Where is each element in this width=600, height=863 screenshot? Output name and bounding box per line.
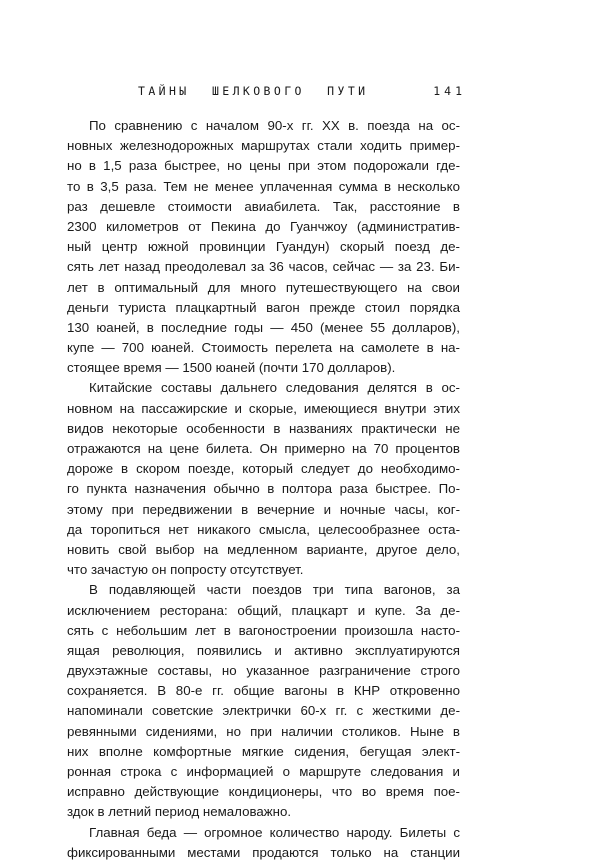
text-line: ный центр южной провинции Гуандун) скорый поезд де- bbox=[67, 239, 460, 255]
text-line: сять лет назад преодолевал за 36 часов, сейчас — за 23. Би- bbox=[67, 259, 460, 275]
text-line: деньги туриста плацкартный вагон прежде стоил порядка bbox=[67, 299, 460, 315]
page-header bbox=[138, 84, 466, 100]
text-line: купе — 700 юаней. Стоимость перелета на самолете в на- bbox=[67, 340, 460, 356]
text-line: Китайские составы дальнего следования делятся в ос- bbox=[89, 380, 460, 396]
paragraph bbox=[67, 116, 460, 378]
text-line: Главная беда — огромное количество народу. Билеты с bbox=[89, 824, 460, 840]
text-line: исключением ресторана: общий, плацкарт и купе. За де- bbox=[67, 602, 460, 618]
text-line: сять с небольшим лет в вагоностроении произошла насто- bbox=[67, 622, 460, 638]
text-line: новном на пассажирские и скорые, имеющиеся внутри этих bbox=[67, 400, 460, 416]
text-line: стоящее время — 1500 юаней (почти 170 долларов). bbox=[67, 360, 396, 376]
text-line: напоминали советские электрички 60-х гг. с жесткими де- bbox=[67, 703, 460, 719]
text-line: двухэтажные составы, но указанное разграничение строго bbox=[67, 663, 460, 679]
text-line: них вполне комфортные мягкие сидения, бегущая элект- bbox=[67, 743, 460, 759]
text-line: В подавляющей части поездов три типа вагонов, за bbox=[89, 582, 460, 598]
text-line: ревянными сидениями, но при наличии столиков. Ныне в bbox=[67, 723, 460, 739]
text-line: новить свой выбор на медленном варианте, другое дело, bbox=[67, 541, 460, 557]
paragraph bbox=[67, 580, 460, 822]
text-line: раз дешевле стоимости авиабилета. Так, расстояние в bbox=[67, 198, 460, 214]
text-line: исправно действующие кондиционеры, что во время пое- bbox=[67, 784, 460, 800]
paragraph bbox=[67, 823, 460, 863]
page-number: 141 bbox=[433, 84, 466, 98]
text-line: го пункта назначения обычно в полтора раза быстрее. По- bbox=[67, 481, 460, 497]
text-line: что зачастую он попросту отсутствует. bbox=[67, 562, 304, 578]
text-line: сохраняется. В 80-е гг. общие вагоны в КНР откровенно bbox=[67, 683, 460, 699]
text-line: отражаются на цене билета. Он примерно на 70 процентов bbox=[67, 441, 460, 456]
text-line: 130 юаней, в последние годы — 450 (менее 55 долларов), bbox=[67, 319, 460, 335]
text-line: видов некоторые особенности в названиях практически не bbox=[67, 420, 460, 436]
text-line: лет в оптимальный для много путешествующего на свои bbox=[67, 279, 460, 295]
text-line: да торопиться нет никакого смысла, целесообразнее оста- bbox=[67, 521, 460, 537]
body-text bbox=[67, 116, 460, 863]
text-line: дороже в скором поезде, который следует до необходимо- bbox=[67, 461, 460, 477]
running-title: ТАЙНЫ ШЕЛКОВОГО ПУТИ bbox=[138, 84, 369, 98]
text-line: то в 3,5 раза. Тем не менее уплаченная сумма в несколько bbox=[67, 178, 460, 194]
paragraph bbox=[67, 378, 460, 580]
text-line: 2300 километров от Пекина до Гуанчжоу (административ- bbox=[67, 218, 460, 234]
text-line: ронная строка с информацией о маршруте следования и bbox=[67, 764, 460, 779]
text-line: ящая революция, появились и активно эксплуатируются bbox=[67, 642, 460, 658]
text-line: но в 1,5 раза быстрее, но цены при этом подорожали где- bbox=[67, 158, 460, 174]
text-line: фиксированными местами продаются только на станции bbox=[67, 844, 460, 860]
text-line: здок в летний период немаловажно. bbox=[67, 804, 292, 820]
text-line: По сравнению с началом 90-х гг. XX в. поезда на ос- bbox=[89, 118, 460, 133]
text-line: новных железнодорожных маршрутах стали ходить пример- bbox=[67, 138, 460, 154]
text-line: этому при передвижении в вечерние и ночные часы, ког- bbox=[67, 501, 460, 517]
